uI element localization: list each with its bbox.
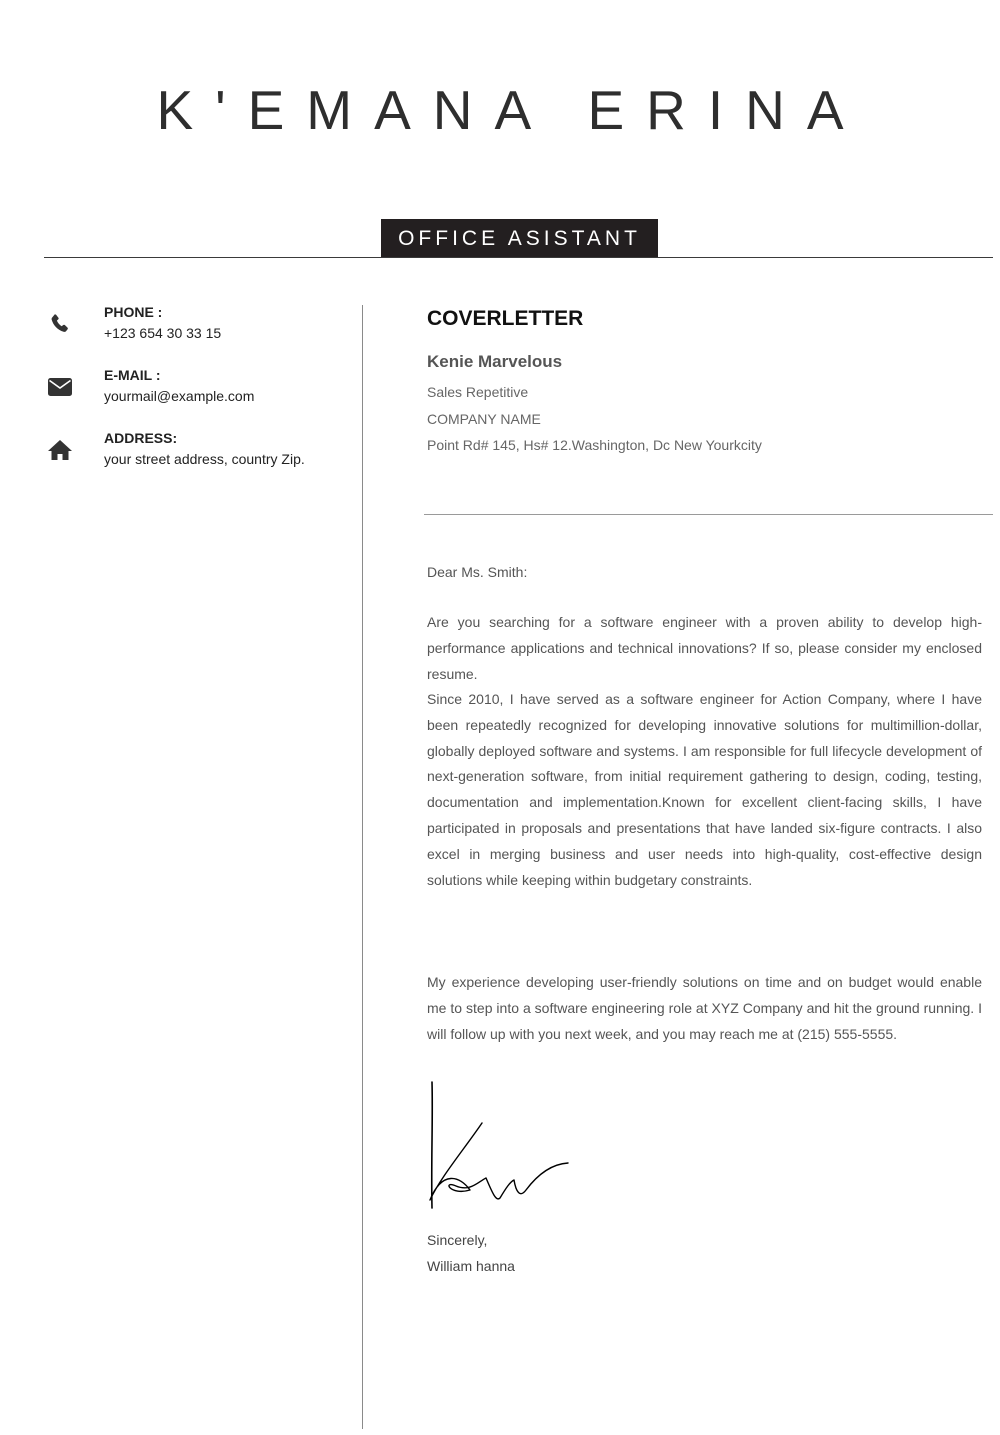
phone-value: +123 654 30 33 15 — [104, 325, 222, 341]
phone-label: PHONE : — [104, 304, 163, 320]
column-divider — [362, 305, 363, 1429]
email-value: yourmail@example.com — [104, 388, 255, 404]
recipient-title: Sales Repetitive — [427, 384, 529, 400]
coverletter-heading: COVERLETTER — [427, 307, 584, 330]
letter-paragraph: Are you searching for a software engineer with a proven ability to develop high-performance applications and technical innovations? If so, please consider my enclosed resume. — [427, 614, 982, 682]
letter-closing: Sincerely, — [427, 1232, 488, 1248]
home-icon — [44, 434, 76, 466]
recipient-name: Kenie Marvelous — [427, 352, 563, 371]
letter-greeting: Dear Ms. Smith: — [427, 564, 528, 580]
job-title-badge: OFFICE ASISTANT — [381, 219, 658, 257]
letter-paragraph: Since 2010, I have served as a software engineer for Action Company, where I have been repeatedly recognized for developing innovative solutions for multimillion-dollar, globally deployed software and systems. I am responsible for full lifecycle development of next-generation software, from initial requirement gathering to design, coding, testing, documentation and implementation.Known for excellent client-facing skills, I have participated in proposals and presentations that have landed six-figure contracts. I also excel in merging business and user needs into high-quality, cost-effective design solutions while keeping within budgetary constraints. — [427, 691, 982, 888]
address-value: your street address, country Zip. — [104, 451, 305, 467]
email-label: E-MAIL : — [104, 367, 161, 383]
recipient-company: COMPANY NAME — [427, 411, 541, 427]
letter-divider — [424, 514, 993, 515]
signer-name: William hanna — [427, 1258, 515, 1274]
recipient-address: Point Rd# 145, Hs# 12.Washington, Dc New Yourkcity — [427, 437, 762, 453]
phone-icon — [44, 308, 76, 340]
candidate-name: K'EMANA ERINA — [156, 79, 866, 141]
letter-paragraph: My experience developing user-friendly solutions on time and on budget would enable me to step into a software engineering role at XYZ Company and hit the ground running. I will follow up with you next week, and you may reach me at (215) 555-5555. — [427, 974, 982, 1042]
envelope-icon — [44, 371, 76, 403]
handwritten-signature — [420, 1078, 575, 1218]
address-label: ADDRESS: — [104, 430, 178, 446]
header-divider — [44, 257, 993, 258]
